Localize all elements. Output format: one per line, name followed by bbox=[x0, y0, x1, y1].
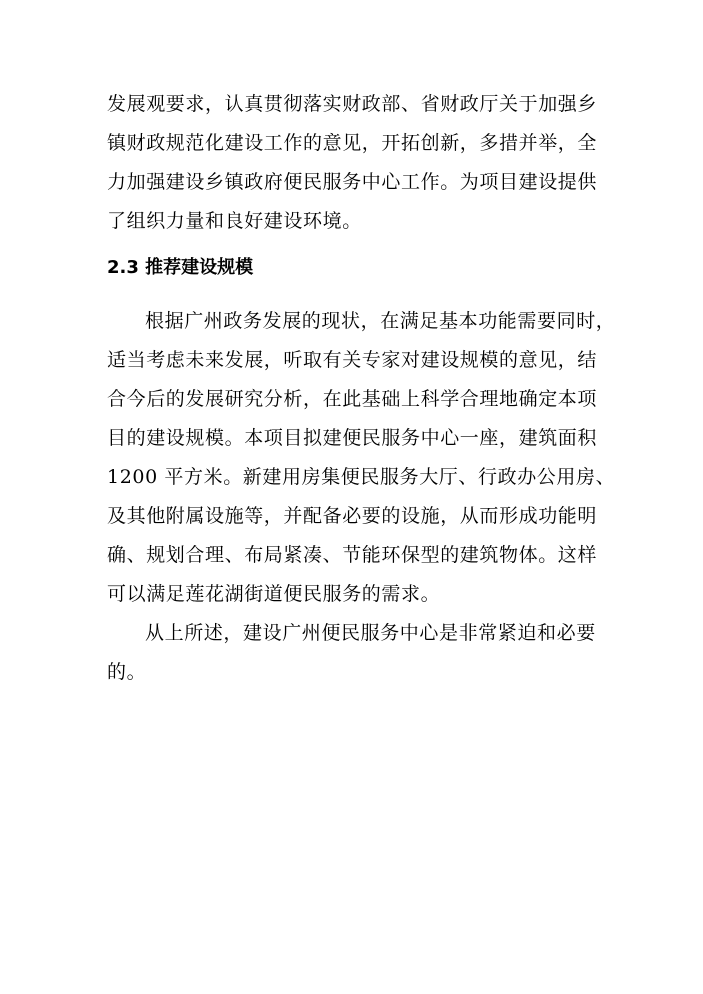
paragraph-line: 及其他附属设施等，并配备必要的设施，从而形成功能明 bbox=[107, 505, 598, 527]
paragraph-line: 合今后的发展研究分析，在此基础上科学合理地确定本项 bbox=[107, 388, 598, 410]
paragraph-line: 镇财政规范化建设工作的意见，开拓创新，多措并举，全 bbox=[107, 132, 598, 154]
paragraph-line: 发展观要求，认真贯彻落实财政部、省财政厅关于加强乡 bbox=[107, 93, 598, 115]
paragraph-line: 可以满足莲花湖街道便民服务的需求。 bbox=[107, 583, 441, 605]
paragraph-line: 根据广州政务发展的现状，在满足基本功能需要同时， bbox=[145, 310, 616, 332]
paragraph-line: 适当考虑未来发展，听取有关专家对建设规模的意见，结 bbox=[107, 349, 598, 371]
paragraph-line: 1200 平方米。新建用房集便民服务大厅、行政办公用房、 bbox=[107, 466, 616, 488]
paragraph-line: 从上所述，建设广州便民服务中心是非常紧迫和必要 bbox=[145, 622, 596, 644]
paragraph-line: 确、规划合理、布局紧凑、节能环保型的建筑物体。这样 bbox=[107, 544, 598, 566]
paragraph-line: 力加强建设乡镇政府便民服务中心工作。为项目建设提供 bbox=[107, 171, 598, 193]
paragraph-line: 目的建设规模。本项目拟建便民服务中心一座，建筑面积 bbox=[107, 427, 598, 449]
paragraph-line: 了组织力量和良好建设环境。 bbox=[107, 210, 362, 232]
paragraph-line: 的。 bbox=[107, 661, 147, 683]
section-heading: 2.3 推荐建设规模 bbox=[107, 257, 254, 278]
